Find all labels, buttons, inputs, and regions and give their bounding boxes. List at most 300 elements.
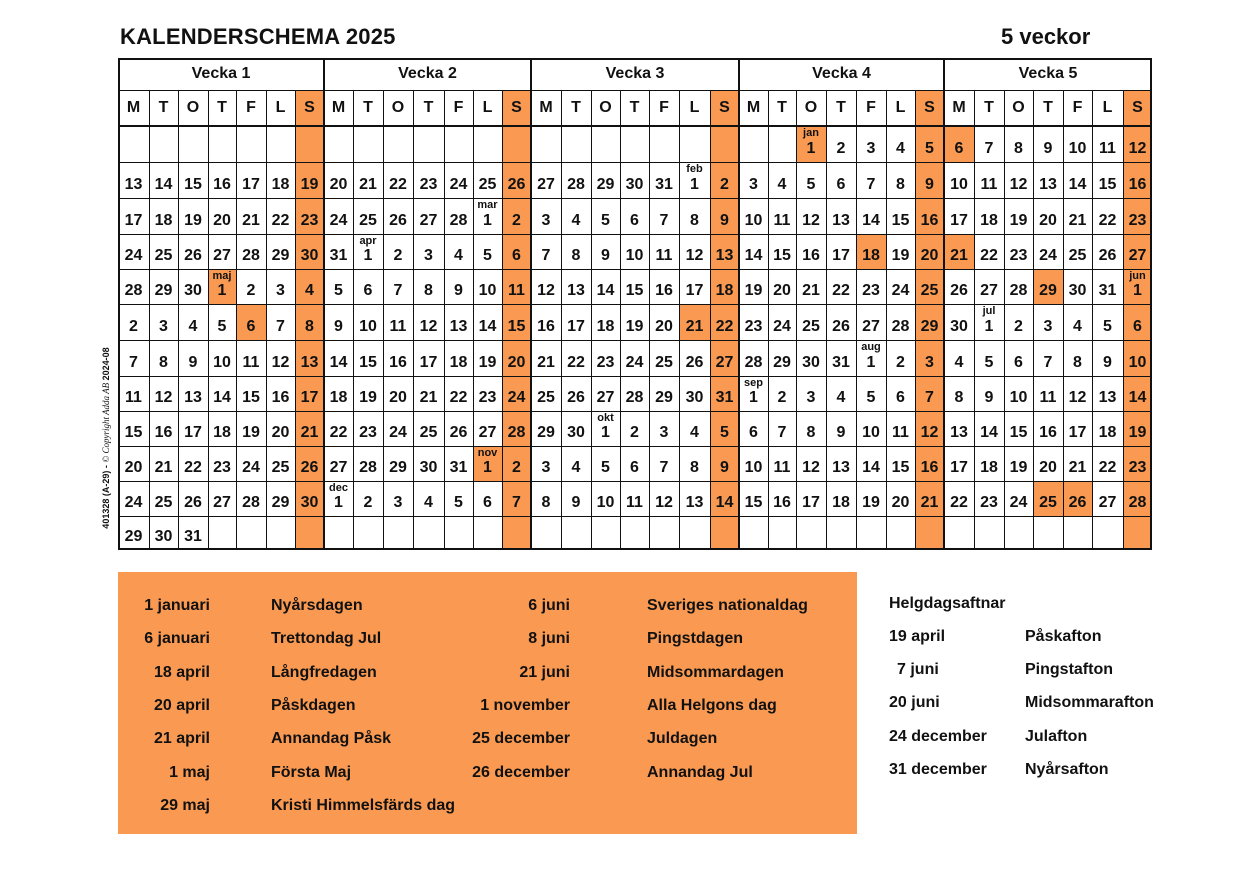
day-cell [149,162,178,198]
day-cell [444,376,473,411]
grid-line-v [591,90,592,550]
day-number: 14 [715,494,734,511]
day-cell [444,162,473,198]
day-cell [413,411,444,446]
day-cell [710,269,739,304]
holiday-eve-name: Nyårsafton [1025,761,1109,778]
day-cell [531,446,561,481]
day-cell [473,376,502,411]
day-number: 17 [184,424,202,441]
grid-line-v [1063,90,1064,550]
day-number: 24 [1009,494,1028,511]
day-number: 15 [744,494,763,511]
day-cell [531,516,561,550]
day-number: 12 [920,424,939,441]
holiday-date: 1 januari [144,597,210,614]
day-cell [1063,340,1092,376]
day-cell [1004,162,1033,198]
day-cell [118,126,149,162]
day-cell [739,516,768,550]
day-number: 7 [777,424,787,441]
day-cell [149,198,178,234]
day-number: 27 [478,424,497,441]
weekday-letter: M [539,99,553,116]
day-number: 29 [1039,282,1057,299]
day-cell [413,126,444,162]
grid-line-h [118,90,1152,91]
day-cell [295,516,324,550]
weekday-letter: F [1072,99,1083,116]
day-cell [208,162,236,198]
day-cell [236,304,266,340]
holiday-date: 18 april [153,664,210,681]
day-cell [531,198,561,234]
day-number: 14 [1128,389,1147,406]
day-cell [739,446,768,481]
weekday-letter: T [571,99,581,116]
day-cell [974,304,1004,340]
day-cell [1092,269,1123,304]
day-cell [796,411,826,446]
day-cell [796,234,826,269]
day-number: 25 [419,424,438,441]
day-number: 25 [478,176,497,193]
day-cell [620,446,649,481]
day-number: 11 [892,424,909,441]
day-number: 19 [300,176,319,193]
day-cell [383,304,413,340]
day-cell [1063,411,1092,446]
day-cell [383,269,413,304]
day-number: 12 [537,282,555,299]
day-number: 12 [802,212,820,229]
day-cell [739,162,768,198]
print-date: 2024-08 [101,347,111,381]
week-header: Vecka 2 [398,65,457,82]
day-cell [591,234,620,269]
day-cell [944,162,974,198]
day-number: 27 [596,389,615,406]
grid-line-v [1033,90,1034,550]
day-cell [236,340,266,376]
day-cell [944,269,974,304]
day-number: 25 [154,494,173,511]
day-cell [353,516,383,550]
day-cell [324,411,353,446]
day-number: 17 [124,212,143,229]
day-cell [236,411,266,446]
day-number: 20 [1039,212,1057,229]
day-cell [796,446,826,481]
day-number: 29 [271,247,290,264]
day-number: 19 [625,318,644,335]
day-number: 10 [478,282,497,299]
day-number: 18 [271,176,290,193]
day-cell [561,481,591,516]
day-cell [266,198,295,234]
day-cell [413,234,444,269]
weekday-letter: F [453,99,464,116]
day-cell [915,516,944,550]
day-number: 16 [773,494,791,511]
day-number: 9 [836,424,846,441]
month-label: jan [803,127,819,139]
day-number: 19 [478,354,497,371]
day-number: 4 [571,212,581,229]
day-cell [1033,376,1063,411]
grid-line-v [1004,90,1005,550]
day-number: 15 [507,318,526,335]
day-number: 10 [1128,354,1147,371]
day-cell [236,376,266,411]
day-cell [118,411,149,446]
holiday-eve-name: Julafton [1025,728,1088,745]
day-number: 2 [363,494,373,511]
day-number: 31 [655,176,673,193]
day-number: 23 [300,212,319,229]
day-number: 5 [806,176,816,193]
day-number: 17 [832,247,850,264]
day-number: 25 [1039,494,1057,511]
day-number: 12 [1128,140,1147,157]
day-cell [649,411,679,446]
day-cell [739,376,768,411]
day-cell [1123,340,1152,376]
day-cell [856,446,886,481]
day-cell [502,126,531,162]
weeks-count-label: 5 veckor [1001,24,1091,49]
day-number: 7 [512,494,521,511]
day-number: 16 [920,212,939,229]
day-number: 5 [601,459,610,476]
day-cell [324,376,353,411]
day-cell [1063,376,1092,411]
day-cell [236,234,266,269]
weekday-letter: S [710,90,739,126]
day-cell [739,126,768,162]
month-label: sep [744,377,763,389]
day-number: 2 [777,389,787,406]
holiday-eve-date: 31 december [889,761,987,778]
grid-line-v [974,90,975,550]
day-number: 25 [271,459,290,476]
day-cell [1092,376,1123,411]
day-cell [561,446,591,481]
holiday-eve-date: 20 juni [889,694,940,711]
day-cell [826,304,856,340]
day-number: 28 [744,354,763,371]
day-number: 8 [690,459,699,476]
day-number: 26 [389,212,407,229]
day-cell [208,481,236,516]
day-number: 2 [512,459,521,476]
day-cell [531,411,561,446]
day-number: 25 [537,389,555,406]
day-number: 5 [217,318,227,335]
day-number: 12 [1009,176,1028,193]
day-number: 30 [419,459,438,476]
day-cell [796,516,826,550]
holiday-name: Påskdagen [271,697,356,714]
day-number: 4 [690,424,699,441]
day-cell [561,411,591,446]
day-number: 10 [596,494,615,511]
grid-line-v [768,90,769,550]
day-cell [1004,126,1033,162]
day-number: 22 [449,389,468,406]
day-cell [178,516,208,550]
day-cell [620,516,649,550]
day-number: 24 [242,459,260,476]
day-cell [886,516,915,550]
day-cell [649,446,679,481]
day-cell [974,198,1004,234]
day-number: 23 [1009,247,1028,264]
day-number: 26 [184,247,202,264]
day-number: 19 [862,494,880,511]
day-cell [324,234,353,269]
day-cell [620,376,649,411]
day-cell [944,304,974,340]
day-cell [886,126,915,162]
day-cell [118,269,149,304]
day-cell [710,376,739,411]
day-number: 1 [690,176,699,193]
day-cell [1123,411,1152,446]
day-number: 4 [954,354,964,371]
grid-border [118,58,1152,60]
grid-line-v [620,90,621,550]
day-cell [444,481,473,516]
day-cell [649,376,679,411]
day-number: 25 [655,354,673,371]
day-number: 3 [1043,318,1053,335]
day-cell [118,340,149,376]
day-cell [473,340,502,376]
day-cell [353,340,383,376]
day-cell [295,411,324,446]
day-cell [531,304,561,340]
day-number: 26 [449,424,468,441]
day-cell [561,376,591,411]
day-cell [1123,376,1152,411]
day-number: 20 [655,318,673,335]
day-number: 31 [715,389,734,406]
day-cell [149,340,178,376]
day-number: 29 [596,176,615,193]
day-cell [886,446,915,481]
weekday-letter: T [777,99,787,116]
day-cell [236,269,266,304]
day-cell [856,340,886,376]
day-cell [413,446,444,481]
weekday-letter: M [952,99,966,116]
day-number: 16 [920,459,939,476]
day-cell [324,340,353,376]
day-cell [118,162,149,198]
weekday-letter: O [599,99,612,116]
day-cell [502,162,531,198]
day-cell [796,340,826,376]
day-number: 15 [1009,424,1028,441]
day-cell [236,516,266,550]
day-number: 26 [685,354,704,371]
day-number: 31 [449,459,468,476]
day-cell [974,376,1004,411]
holiday-name: Midsommardagen [647,664,784,681]
day-cell [383,234,413,269]
day-number: 21 [154,459,173,476]
day-cell [531,126,561,162]
day-number: 6 [483,494,492,511]
weekday-letter: T [217,99,227,116]
day-cell [1063,304,1092,340]
day-number: 7 [541,247,551,264]
day-cell [1033,126,1063,162]
day-cell [915,234,944,269]
day-cell [856,411,886,446]
day-number: 21 [300,424,319,441]
grid-line-v [1092,90,1093,550]
day-cell [620,340,649,376]
day-cell [710,126,739,162]
grid-line-v [413,90,414,550]
day-cell [915,304,944,340]
day-number: 21 [920,494,939,511]
day-cell [944,126,974,162]
day-cell [1033,516,1063,550]
day-cell [679,126,710,162]
day-cell [739,340,768,376]
grid-week-divider [738,58,740,550]
day-cell [473,516,502,550]
day-cell [710,446,739,481]
day-number: 13 [1098,389,1117,406]
day-cell [502,340,531,376]
day-cell [915,446,944,481]
day-number: 24 [891,282,910,299]
day-cell [324,481,353,516]
day-cell [768,304,796,340]
day-cell [856,198,886,234]
day-number: 22 [715,318,734,335]
day-number: 20 [920,247,939,264]
day-cell [679,446,710,481]
grid-line-v [649,90,650,550]
day-number: 23 [862,282,880,299]
day-cell [1063,446,1092,481]
day-number: 2 [393,247,403,264]
day-number: 6 [1014,354,1023,371]
grid-week-divider [943,58,945,550]
day-number: 31 [832,354,850,371]
day-number: 31 [329,247,348,264]
day-number: 11 [773,212,791,229]
day-number: 29 [537,424,555,441]
weekday-letter: O [391,99,405,116]
week-header: Vecka 1 [191,65,251,82]
day-cell [118,446,149,481]
day-number: 28 [242,494,260,511]
day-number: 3 [659,424,669,441]
day-number: 30 [1068,282,1087,299]
day-cell [178,162,208,198]
grid-line-v [679,90,680,550]
day-number: 12 [655,494,673,511]
holiday-name: Juldagen [647,730,718,747]
day-number: 24 [625,354,644,371]
day-cell [1092,481,1123,516]
day-number: 11 [1039,389,1057,406]
holiday-eve-name: Påskafton [1025,628,1102,645]
grid-line-h [118,125,1152,127]
day-cell [826,446,856,481]
day-number: 3 [276,282,285,299]
day-number: 19 [1128,424,1147,441]
grid-line-v [295,90,296,550]
day-number: 4 [836,389,846,406]
day-number: 31 [1098,282,1117,299]
grid-line-v [826,90,827,550]
grid-week-divider [530,58,532,550]
day-number: 13 [184,389,202,406]
holiday-list [118,572,857,834]
month-label: dec [329,482,348,494]
day-cell [710,411,739,446]
day-cell [856,304,886,340]
grid-line-h [118,516,1152,517]
day-cell [353,411,383,446]
day-cell [413,198,444,234]
weekday-letter: L [1102,99,1113,116]
day-cell [856,162,886,198]
day-cell [324,516,353,550]
day-number: 23 [980,494,998,511]
day-cell [826,162,856,198]
day-number: 28 [449,212,468,229]
day-number: 9 [334,318,343,335]
day-number: 2 [1014,318,1023,335]
day-number: 20 [213,212,231,229]
day-number: 6 [512,247,521,264]
day-number: 18 [596,318,615,335]
day-cell [1033,269,1063,304]
day-cell [710,198,739,234]
day-cell [679,340,710,376]
day-number: 11 [389,318,407,335]
day-number: 15 [773,247,791,264]
day-number: 30 [625,176,644,193]
day-cell [561,516,591,550]
day-number: 1 [483,212,492,229]
day-number: 28 [507,424,526,441]
day-number: 22 [184,459,202,476]
day-number: 5 [454,494,463,511]
day-number: 18 [329,389,348,406]
holiday-name: Annandag Påsk [271,730,392,747]
week-header: Vecka 5 [1018,65,1078,82]
day-number: 24 [1039,247,1057,264]
day-cell [236,481,266,516]
day-cell [266,481,295,516]
day-cell [324,162,353,198]
day-number: 7 [129,354,138,371]
day-cell [118,516,149,550]
day-number: 27 [537,176,555,193]
weekday-letter: T [158,99,169,116]
day-number: 10 [213,354,231,371]
day-cell [974,340,1004,376]
